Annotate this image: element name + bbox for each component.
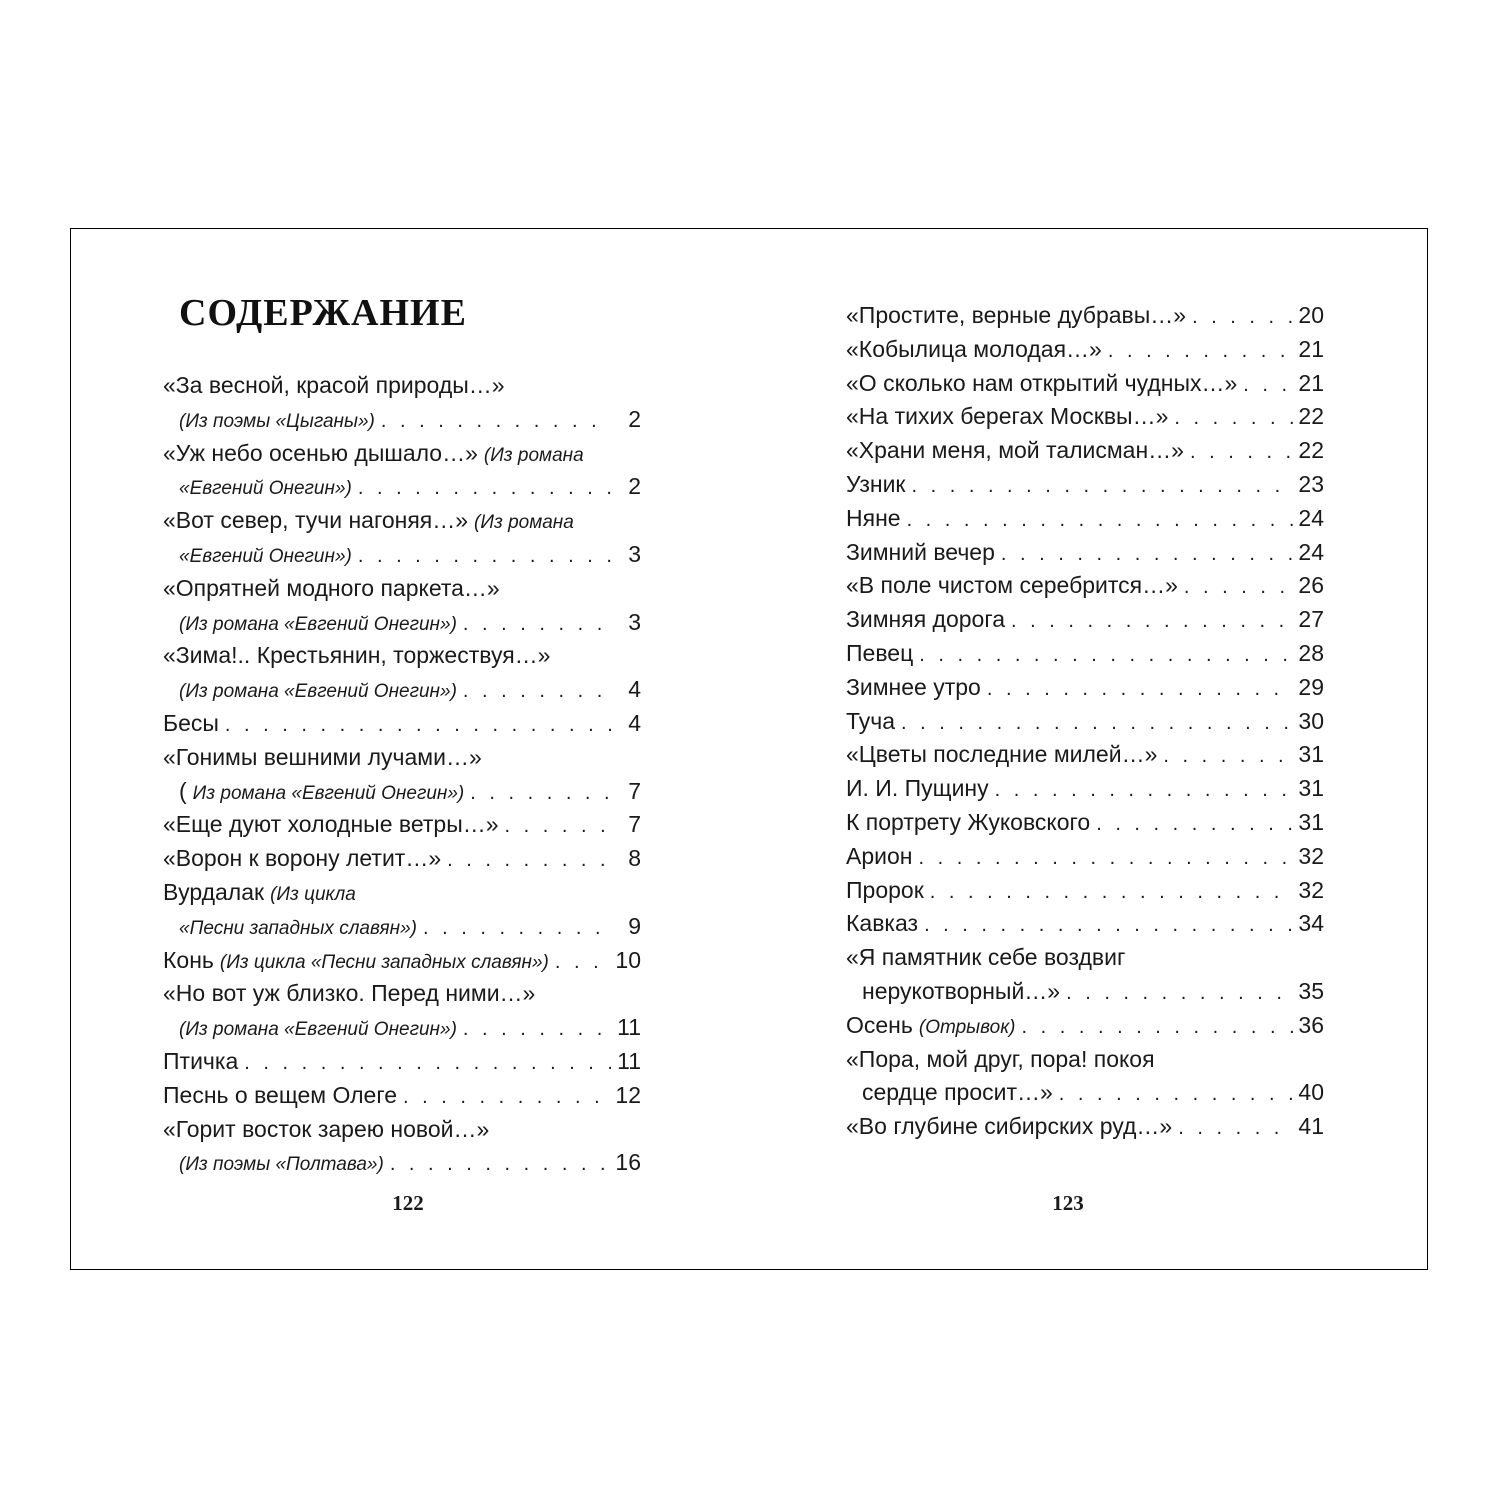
- toc-entry: [163, 504, 641, 572]
- entry-title: нерукотворный…»: [862, 977, 1061, 1004]
- entry-title: Пророк: [846, 876, 924, 903]
- dot-leader: [225, 709, 611, 743]
- entry-title: Зимняя дорога: [846, 606, 1006, 633]
- entry-page-number: 28: [1298, 639, 1324, 666]
- toc-entry: [163, 977, 641, 1045]
- toc-line: [163, 910, 641, 944]
- entry-page-number: 22: [1298, 437, 1324, 464]
- dot-leader: [1192, 301, 1294, 335]
- entry-source-note: (Из романа: [483, 444, 584, 466]
- entry-title: «За весной, красой природы…»: [163, 372, 505, 398]
- toc-line: [163, 808, 641, 842]
- toc-line: [846, 1043, 1324, 1077]
- toc-line: [163, 977, 641, 1011]
- entry-title: (: [179, 777, 187, 804]
- toc-line: [163, 1113, 641, 1147]
- dot-leader: [1190, 436, 1294, 470]
- entry-source-note: (Из поэмы «Полтава»): [179, 1154, 384, 1176]
- entry-title: Птичка: [163, 1047, 239, 1074]
- entry-title: «Ворон к ворону летит…»: [163, 845, 442, 872]
- toc-line: [163, 741, 641, 775]
- toc-entry: [846, 299, 1324, 333]
- entry-source-note: Из романа «Евгений Онегин»): [192, 782, 465, 804]
- toc-entry: [846, 874, 1324, 908]
- entry-page-number: 31: [1298, 808, 1324, 835]
- entry-title: «Я памятник себе воздвиг: [846, 944, 1126, 971]
- dot-leader: [463, 608, 611, 642]
- dot-leader: [358, 540, 611, 574]
- toc-line: [846, 941, 1324, 975]
- toc-line: [163, 876, 641, 910]
- toc-line: [846, 840, 1324, 874]
- toc-entry: [846, 333, 1324, 367]
- dot-leader: [918, 842, 1294, 876]
- entry-title: Вурдалак: [163, 878, 265, 905]
- entry-page-number: 20: [1298, 302, 1324, 328]
- entry-page-number: 24: [1298, 538, 1324, 565]
- toc-line: [163, 673, 641, 707]
- toc-line: [163, 944, 641, 978]
- entry-title: Арион: [846, 842, 913, 869]
- dot-leader: [995, 774, 1294, 808]
- toc-line: [163, 504, 641, 538]
- dot-leader: [1022, 1011, 1294, 1045]
- entry-title: Туча: [846, 707, 896, 734]
- book-spread: [70, 228, 1428, 1270]
- toc-line: [846, 299, 1324, 333]
- entry-title: Певец: [846, 639, 914, 666]
- entry-page-number: 11: [617, 1047, 641, 1074]
- toc-line: [163, 606, 641, 640]
- toc-entry: [163, 741, 641, 809]
- entry-page-number: 27: [1298, 606, 1324, 633]
- toc-line: [846, 738, 1324, 772]
- entry-page-number: 32: [1298, 842, 1324, 869]
- toc-line: [846, 975, 1324, 1009]
- toc-entry: [846, 434, 1324, 468]
- entry-page-number: 30: [1298, 707, 1324, 734]
- entry-title: «Горит восток зарею новой…»: [163, 1115, 490, 1142]
- entry-source-note: (Отрывок): [918, 1016, 1016, 1038]
- entry-page-number: 29: [1298, 673, 1324, 700]
- toc-entry: [163, 572, 641, 640]
- entry-title: И. И. Пущину: [846, 775, 989, 802]
- dot-leader: [1178, 1112, 1294, 1146]
- dot-leader: [919, 639, 1294, 673]
- toc-entry: [846, 367, 1324, 401]
- entry-source-note: (Из романа: [474, 512, 574, 534]
- dot-leader: [930, 876, 1294, 910]
- entry-page-number: 21: [1298, 369, 1324, 396]
- toc-entry: [846, 468, 1324, 502]
- toc-entry: [163, 639, 641, 707]
- toc-title: СОДЕРЖАНИЕ: [179, 292, 467, 334]
- entry-source-note: (Из романа «Евгений Онегин»): [179, 681, 457, 703]
- dot-leader: [1001, 538, 1294, 572]
- toc-entry: [846, 569, 1324, 603]
- toc-entry: [846, 1043, 1324, 1111]
- toc-entry: [846, 603, 1324, 637]
- entry-page-number: 3: [628, 608, 641, 635]
- entry-source-note: (Из романа «Евгений Онегин»): [179, 1019, 457, 1041]
- toc-entry: [846, 400, 1324, 434]
- toc-line: [163, 403, 641, 437]
- toc-line: [163, 572, 641, 606]
- toc-line: [163, 639, 641, 673]
- dot-leader: [1066, 977, 1294, 1011]
- toc-entry: [846, 637, 1324, 671]
- dot-leader: [403, 1081, 611, 1115]
- dot-leader: [1163, 740, 1294, 774]
- toc-entry: [163, 369, 641, 437]
- entry-page-number: 21: [1298, 335, 1324, 362]
- toc-entry: [163, 1113, 641, 1181]
- entry-title: «Уж небо осенью дышало…»: [163, 439, 478, 466]
- toc-line: [163, 1011, 641, 1045]
- toc-line: [846, 907, 1324, 941]
- dot-leader: [390, 1148, 611, 1182]
- entry-title: «Опрятней модного паркета…»: [163, 574, 500, 601]
- toc-line: [163, 707, 641, 741]
- dot-leader: [423, 912, 611, 946]
- toc-line: [163, 1079, 641, 1113]
- dot-leader: [447, 844, 611, 878]
- entry-title: «Во глубине сибирских руд…»: [846, 1113, 1173, 1140]
- toc-line: [846, 874, 1324, 908]
- toc-entry: [846, 671, 1324, 705]
- entry-page-number: 23: [1298, 470, 1324, 497]
- entry-page-number: 34: [1298, 910, 1324, 937]
- toc-line: [846, 569, 1324, 603]
- entry-page-number: 8: [628, 845, 641, 872]
- entry-page-number: 7: [628, 811, 641, 838]
- entry-page-number: 11: [617, 1014, 641, 1041]
- dot-leader: [1096, 808, 1294, 842]
- dot-leader: [1174, 402, 1294, 436]
- toc-line: [846, 705, 1324, 739]
- entry-title: «Пора, мой друг, пора! покоя: [846, 1045, 1155, 1072]
- entry-page-number: 40: [1298, 1079, 1324, 1106]
- entry-source-note: (Из цикла: [270, 883, 356, 905]
- entry-title: Бесы: [163, 709, 219, 736]
- toc-line: [163, 842, 641, 876]
- dot-leader: [901, 707, 1294, 741]
- toc-entry: [163, 707, 641, 741]
- entry-source-note: «Евгений Онегин»): [179, 478, 352, 500]
- toc-line: [846, 367, 1324, 401]
- entry-page-number: 4: [628, 709, 641, 736]
- entry-title: Зимнее утро: [846, 673, 981, 700]
- toc-line: [163, 1146, 641, 1180]
- toc-line: [846, 772, 1324, 806]
- dot-leader: [381, 405, 611, 439]
- toc-line: [846, 637, 1324, 671]
- toc-line: [846, 434, 1324, 468]
- entry-page-number: 36: [1298, 1011, 1324, 1038]
- entry-title: «Еще дуют холодные ветры…»: [163, 811, 499, 838]
- entry-title: Узник: [846, 470, 906, 497]
- entry-title: Конь: [163, 946, 214, 973]
- entry-source-note: «Песни западных славян»): [179, 917, 417, 939]
- entry-page-number: 26: [1298, 572, 1324, 599]
- entry-title: К портрету Жуковского: [846, 808, 1091, 835]
- entry-title: сердце просит…»: [862, 1079, 1053, 1106]
- toc-line: [846, 400, 1324, 434]
- dot-leader: [907, 504, 1294, 538]
- dot-leader: [244, 1047, 611, 1081]
- entry-page-number: 24: [1298, 504, 1324, 531]
- dot-leader: [505, 810, 611, 844]
- entry-title: «Гонимы вешними лучами…»: [163, 743, 482, 770]
- dot-leader: [1243, 369, 1294, 403]
- toc-entry: [846, 907, 1324, 941]
- entry-title: «Вот север, тучи нагоняя…»: [163, 507, 469, 534]
- entry-title: «Но вот уж близко. Перед ними…»: [163, 980, 536, 1007]
- entry-page-number: 31: [1298, 775, 1324, 802]
- page-number-right: 123: [1052, 1191, 1084, 1215]
- toc-entry: [846, 502, 1324, 536]
- toc-line: [846, 806, 1324, 840]
- entry-title: Зимний вечер: [846, 538, 995, 565]
- toc-entry: [846, 1110, 1324, 1144]
- toc-entry: [163, 1045, 641, 1079]
- toc-line: [163, 437, 641, 471]
- toc-line: [846, 468, 1324, 502]
- toc-entry: [846, 840, 1324, 874]
- entry-page-number: 16: [615, 1149, 641, 1176]
- entry-page-number: 31: [1298, 741, 1324, 768]
- dot-leader: [1184, 571, 1294, 605]
- entry-page-number: 22: [1298, 403, 1324, 430]
- entry-page-number: 41: [1298, 1113, 1324, 1140]
- toc-line: [846, 603, 1324, 637]
- entry-page-number: 4: [628, 676, 641, 703]
- entry-title: «Цветы последние милей…»: [846, 741, 1158, 768]
- entry-title: «Простите, верные дубравы…»: [846, 302, 1187, 328]
- entry-page-number: 7: [628, 777, 641, 804]
- toc-entry: [846, 1009, 1324, 1043]
- entry-title: «В поле чистом серебрится…»: [846, 572, 1178, 599]
- entry-title: «Храни меня, мой талисман…»: [846, 437, 1184, 464]
- toc-line: [846, 1009, 1324, 1043]
- toc-entry: [846, 772, 1324, 806]
- toc-line: [846, 1076, 1324, 1110]
- dot-leader: [470, 777, 611, 811]
- toc-line: [846, 1110, 1324, 1144]
- toc-entry: [163, 944, 641, 978]
- entry-title: «Кобылица молодая…»: [846, 335, 1102, 362]
- dot-leader: [555, 946, 611, 980]
- toc-entry: [163, 808, 641, 842]
- entry-page-number: 35: [1298, 977, 1324, 1004]
- entry-title: Осень: [846, 1011, 913, 1038]
- toc-line: [163, 470, 641, 504]
- toc-line: [846, 333, 1324, 367]
- dot-leader: [987, 673, 1294, 707]
- toc-entry: [846, 738, 1324, 772]
- entry-page-number: 2: [628, 473, 641, 500]
- toc-line: [163, 775, 641, 809]
- dot-leader: [1059, 1078, 1294, 1112]
- dot-leader: [358, 472, 611, 506]
- dot-leader: [924, 909, 1294, 943]
- entry-page-number: 9: [628, 912, 641, 939]
- toc-entry: [846, 536, 1324, 570]
- entry-source-note: (Из поэмы «Цыганы»): [179, 410, 375, 432]
- toc-entry: [846, 705, 1324, 739]
- toc-line: [163, 369, 641, 403]
- entry-page-number: 32: [1298, 876, 1324, 903]
- dot-leader: [911, 470, 1294, 504]
- entry-title: Песнь о вещем Олеге: [163, 1081, 398, 1108]
- entry-page-number: 10: [615, 946, 641, 973]
- toc-entry: [163, 876, 641, 944]
- toc-line: [846, 502, 1324, 536]
- entry-page-number: 2: [628, 405, 641, 432]
- entry-source-note: (Из цикла «Песни западных славян»): [219, 951, 549, 973]
- toc-line: [846, 671, 1324, 705]
- entry-title: «Зима!.. Крестьянин, торжествуя…»: [163, 642, 551, 669]
- dot-leader: [1011, 605, 1294, 639]
- toc-entry: [163, 842, 641, 876]
- right-toc-entries: [846, 299, 1324, 1144]
- entry-source-note: «Евгений Онегин»): [179, 545, 352, 567]
- page-number-left: 122: [392, 1191, 424, 1215]
- entry-page-number: 3: [628, 540, 641, 567]
- entry-page-number: 12: [615, 1081, 641, 1108]
- toc-line: [846, 536, 1324, 570]
- dot-leader: [463, 675, 611, 709]
- toc-entry: [846, 941, 1324, 1009]
- dot-leader: [463, 1013, 611, 1047]
- entry-title: «На тихих берегах Москвы…»: [846, 403, 1169, 430]
- toc-entry: [846, 806, 1324, 840]
- toc-line: [163, 538, 641, 572]
- entry-source-note: (Из романа «Евгений Онегин»): [179, 613, 457, 635]
- entry-title: Кавказ: [846, 910, 919, 937]
- entry-title: Няне: [846, 504, 901, 531]
- toc-entry: [163, 437, 641, 505]
- entry-title: «О сколько нам открытий чудных…»: [846, 369, 1238, 396]
- left-toc-entries: [163, 369, 641, 1180]
- toc-line: [163, 1045, 641, 1079]
- dot-leader: [1108, 335, 1294, 369]
- toc-entry: [163, 1079, 641, 1113]
